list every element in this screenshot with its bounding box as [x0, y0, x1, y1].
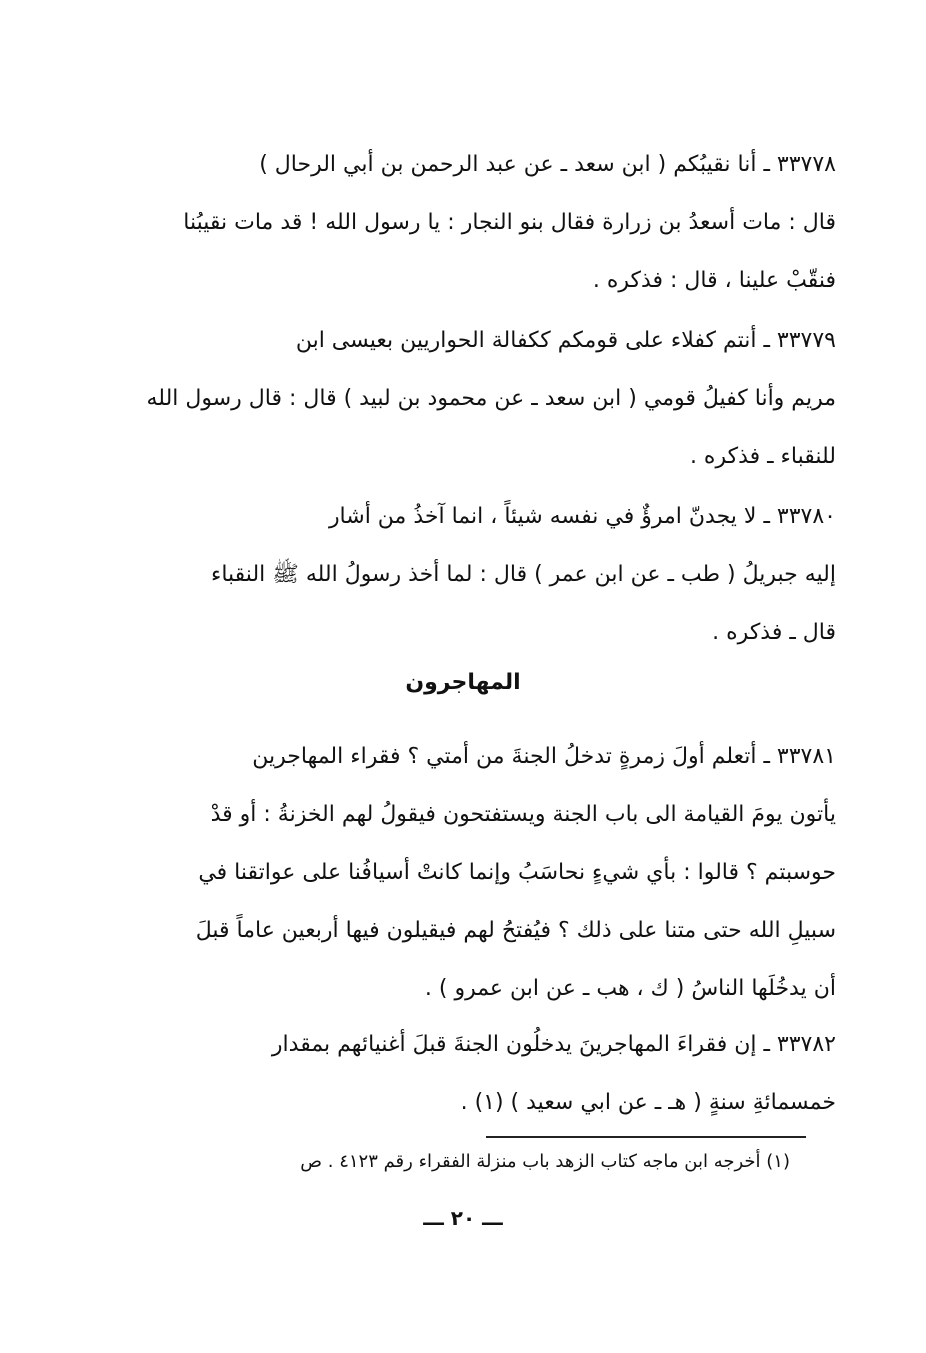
text-line: قال ـ فذكره .: [712, 620, 836, 645]
text-line: خمسمائةِ سنةٍ ( هـ ـ عن ابي سعيد ) (١) .: [460, 1090, 836, 1115]
text-line: أن يدخُلَها الناسُ ( ك ، هب ـ عن ابن عمرو ) .: [424, 976, 836, 1001]
hadith-entry-33782: [96, 1016, 836, 1132]
text-line: سبيلِ الله حتى متنا على ذلك ؟ فيُفتحُ لهم فيقيلون فيها أربعين عاماً قبلَ: [195, 918, 836, 943]
text-line: ٣٣٧٨٠ ـ لا يجدنّ امرؤٌ في نفسه شيئاً ، انما آخذُ من أشار: [328, 504, 836, 529]
text-line: ٣٣٧٨٢ ـ إن فقراءَ المهاجرينَ يدخلُون الجنةَ قبلَ أغنيائهم بمقدار: [271, 1032, 836, 1057]
text-line: ٣٣٧٧٨ ـ أنا نقيبُكم ( ابن سعد ـ عن عبد الرحمن بن أبي الرحال ): [259, 152, 836, 177]
footnote: (١) أخرجه ابن ماجه كتاب الزهد باب منزلة الفقراء رقم ٤١٢٣ . ص: [300, 1151, 790, 1172]
page-number: ـــ ٢٠ ـــ: [423, 1206, 503, 1230]
hadith-entry-33780: [96, 488, 836, 662]
text-line: مريم وأنا كفيلُ قومي ( ابن سعد ـ عن محمود بن لبيد ) قال : قال رسول الله: [146, 386, 836, 411]
text-line: إليه جبريلُ ( طب ـ عن ابن عمر ) قال : لما أخذ رسولُ الله ﷺ النقباء: [210, 562, 836, 587]
text-line: فنقّبْ علينا ، قال : فذكره .: [592, 268, 836, 293]
text-line: يأتون يومَ القيامة الى باب الجنة ويستفتحون فيقولُ لهم الخزنةُ : أو قدْ: [210, 802, 836, 827]
text-line: ٣٣٧٨١ ـ أتعلم أولَ زمرةٍ تدخلُ الجنةَ من أمتي ؟ فقراء المهاجرين: [252, 744, 836, 769]
text-line: للنقباء ـ فذكره .: [689, 444, 836, 469]
footnote-divider: [486, 1136, 806, 1138]
text-line: قال : مات أسعدُ بن زرارة فقال بنو النجار : يا رسول الله ! قد مات نقيبُنا: [183, 210, 836, 235]
text-line: ٣٣٧٧٩ ـ أنتم كفلاء على قومكم ككفالة الحواريين بعيسى ابن: [295, 328, 836, 353]
hadith-entry-33781: [96, 728, 836, 1018]
section-heading: المهاجرون: [405, 670, 521, 695]
text-line: حوسبتم ؟ قالوا : بأي شيءٍ نحاسَبُ وإنما كانتْ أسيافُنا على عواتقنا في: [198, 860, 836, 885]
hadith-entry-33778: [96, 136, 836, 310]
hadith-entry-33779: [96, 312, 836, 486]
